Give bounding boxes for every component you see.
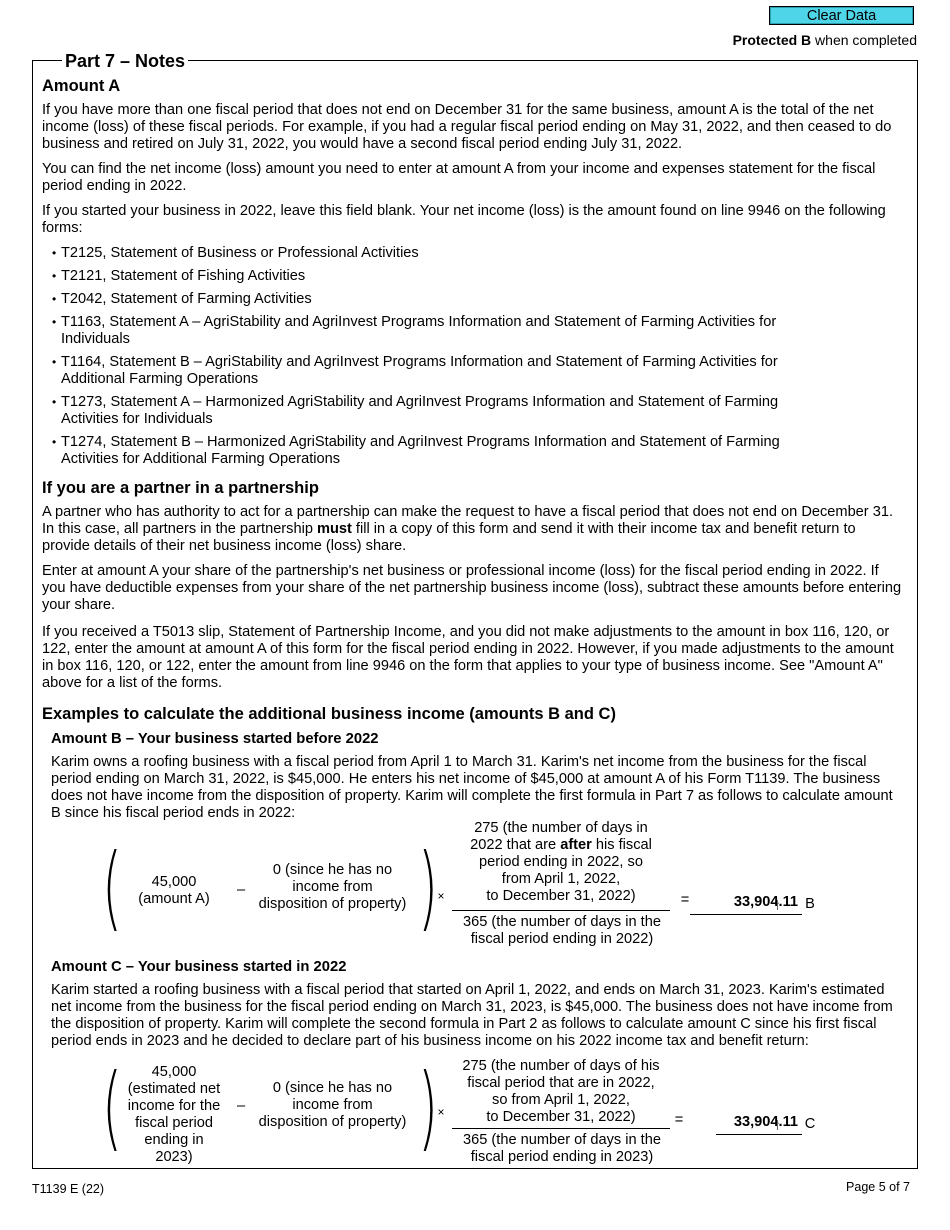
amount-a-paragraph-2: You can find the net income (loss) amount you need to enter at amount A from your income and expenses statement for the fiscal period ending in 2022. <box>42 161 876 194</box>
clear-data-button[interactable]: Clear Data <box>769 6 914 25</box>
partner-paragraph-3: If you received a T5013 slip, Statement of Partnership Income, and you did not make adjustments to the amount in box 116, 120, or 122, enter the amount at amount A of this form for the fiscal period ending in 2022. However, if you made adjustments to the amount in box 116, 120, or 122, enter the amount from line 9946 on the form that applies to your type of business income. See "Amount A" above for a list of the forms. <box>42 624 894 691</box>
term-part: his fiscal <box>591 837 652 853</box>
term-line: ending in 2023) <box>144 1132 204 1165</box>
partner-text-c: fill in a copy of this form and send it with their income tax and benefit return to provide details of their net business income (loss) share. <box>42 521 856 554</box>
list-item: • T1163, Statement A – AgriStability and AgriInvest Programs Information and Statement of Farming Activities for Individuals <box>42 314 831 348</box>
protected-suffix: when completed <box>811 32 917 48</box>
equals-sign: = <box>674 1112 684 1128</box>
result-cents: 11 <box>782 1114 798 1130</box>
amount-b-heading: Amount B – Your business started before 2022 <box>51 731 379 747</box>
term-line: disposition of property) <box>258 1114 407 1130</box>
term-line: to December 31, 2022) <box>486 888 636 904</box>
list-item: • T1164, Statement B – AgriStability and AgriInvest Programs Information and Statement of Farming Activities for Additional Farming Operations <box>42 354 831 388</box>
amount-c-text: Karim started a roofing business with a fiscal period that started on April 1, 2022, and ends on March 31, 2023. Karim's estimated net income from the business for the fiscal period ending on March 31, 2023, is $45,000. The business does not have income from the disposition of property. Karim will complete the second formula in Part 2 as follows to calculate amount C since his first fiscal period ends in 2023 and he decided to declare part of his business income on his 2022 income tax and benefit return: <box>51 982 893 1049</box>
amount-c-heading: Amount C – Your business started in 2022 <box>51 959 347 975</box>
times-sign: × <box>437 1105 445 1119</box>
amount-a-paragraph-1: If you have more than one fiscal period that does not end on December 31 for the same business, amount A is the total of the net income (loss) of these fiscal periods. For example, if you had a regular fiscal period ending on May 31, 2022, and then ceased to do business and retired on July 31, 2022, you would have a second fiscal period ending July 31, 2022. <box>42 102 892 152</box>
term-line: to December 31, 2022) <box>486 1109 636 1125</box>
partner-paragraph-1 <box>42 504 904 555</box>
formula-b-term2 <box>250 862 415 913</box>
formula-b <box>42 822 904 956</box>
decimal-separator: . <box>778 1114 783 1130</box>
term-line: 365 (the number of days in the <box>463 1132 661 1148</box>
list-item: • T1274, Statement B – Harmonized AgriStability and AgriInvest Programs Information and Statement of Farming Activities for Additional Farming Operations <box>42 434 831 468</box>
amount-b-line <box>690 914 802 915</box>
list-item: • T2042, Statement of Farming Activities <box>42 291 831 308</box>
open-paren: ( <box>102 1054 122 1161</box>
notes-content <box>42 76 904 1168</box>
protected-notice <box>733 32 917 49</box>
part-title: Part 7 – Notes <box>62 50 188 72</box>
term-line: so from April 1, 2022, <box>492 1092 630 1108</box>
partner-must: must <box>317 521 352 537</box>
formula-b-numerator <box>450 820 672 905</box>
decimal-separator: . <box>778 894 783 910</box>
term-emphasis: after <box>560 837 592 853</box>
result-dollars: 33,904 <box>733 1114 779 1130</box>
term-line: income from <box>292 1097 373 1113</box>
amount-b-text: Karim owns a roofing business with a fiscal period from April 1 to March 31. Karim's net income from the business for the fiscal period ending on March 31, 2022, is $45,000. He enters his net income of $45,000 at amount A of his Form T1139. The business does not have income from the disposition of property. Karim will complete the first formula in Part 7 as follows to calculate amount B since his fiscal period ends in 2022: <box>51 754 893 821</box>
examples-heading: Examples to calculate the additional business income (amounts B and C) <box>42 705 616 723</box>
formula-b-denominator <box>447 914 677 948</box>
amount-c-result <box>700 1114 798 1131</box>
formula-c-denominator <box>447 1132 677 1166</box>
cents-tick <box>777 900 778 910</box>
equals-sign: = <box>680 892 690 908</box>
term-line: 275 (the number of days of his <box>462 1058 660 1074</box>
result-cents: 11 <box>782 894 798 910</box>
partner-heading: If you are a partner in a partnership <box>42 479 319 497</box>
page-number: Page 5 of 7 <box>846 1180 910 1194</box>
term-line: period ending in 2022, so <box>479 854 643 870</box>
formula-c-term2 <box>250 1080 415 1131</box>
term-line: fiscal period that are in 2022, <box>467 1075 655 1091</box>
term-line: 0 (since he has no <box>272 862 393 878</box>
formula-c-numerator <box>450 1058 672 1126</box>
result-dollars: 33,904 <box>733 894 779 910</box>
form-id: T1139 E (22) <box>32 1182 105 1196</box>
list-item: • T2125, Statement of Business or Professional Activities <box>42 245 831 262</box>
term-line: 0 (since he has no <box>272 1080 393 1096</box>
term-line: 275 (the number of days in <box>474 820 648 836</box>
amount-a-paragraph-3: If you started your business in 2022, leave this field blank. Your net income (loss) is the amount found on line 9946 on the following forms: <box>42 203 886 236</box>
term-line: income from <box>292 879 373 895</box>
term-line <box>450 837 672 854</box>
term-line: from April 1, 2022, <box>501 871 621 887</box>
times-sign: × <box>437 889 445 903</box>
partner-text-a: A partner who has authority to act for a partnership can make the request to have a fiscal period that does not end on December 31. In this case, all partners in the partnership <box>42 504 893 537</box>
protected-label: Protected B <box>732 32 812 48</box>
partner-paragraph-2: Enter at amount A your share of the partnership's net business or professional income (loss) for the fiscal period ending in 2022. If you have deductible expenses from your share of the net partnership business income (loss), subtract these amounts before entering your share. <box>42 563 902 613</box>
formula-c-term1 <box>124 1064 224 1166</box>
close-paren: ) <box>418 834 438 941</box>
term-line: fiscal period <box>135 1115 213 1131</box>
term-line: fiscal period ending in 2023) <box>470 1149 654 1165</box>
close-paren: ) <box>418 1054 438 1161</box>
list-item: • T2121, Statement of Fishing Activities <box>42 268 831 285</box>
term-line: 365 (the number of days in the <box>463 914 661 930</box>
formula-c <box>42 1050 904 1168</box>
term-line: fiscal period ending in 2022) <box>470 931 654 947</box>
open-paren: ( <box>102 834 122 941</box>
term-part: 2022 that are <box>470 837 561 853</box>
term-line: disposition of property) <box>258 896 407 912</box>
amount-c-line <box>716 1134 802 1135</box>
cents-tick <box>777 1120 778 1130</box>
term-line: 45,000 <box>151 874 197 890</box>
term-line: income for the <box>127 1098 221 1114</box>
fraction-bar <box>452 910 670 911</box>
term-line: (amount A) <box>138 891 210 907</box>
term-line: 45,000 <box>151 1064 197 1080</box>
list-item: • T1273, Statement A – Harmonized AgriStability and AgriInvest Programs Information and Statement of Farming Activities for Individuals <box>42 394 831 428</box>
amount-b-result <box>702 894 798 911</box>
minus-sign: – <box>236 1098 246 1114</box>
amount-b-letter: B <box>805 896 815 912</box>
forms-list <box>42 245 904 468</box>
fraction-bar <box>452 1128 670 1129</box>
minus-sign: – <box>236 882 246 898</box>
amount-c-letter: C <box>804 1116 816 1132</box>
amount-a-heading: Amount A <box>42 77 121 95</box>
formula-b-term1 <box>124 874 224 908</box>
term-line: (estimated net <box>127 1081 221 1097</box>
